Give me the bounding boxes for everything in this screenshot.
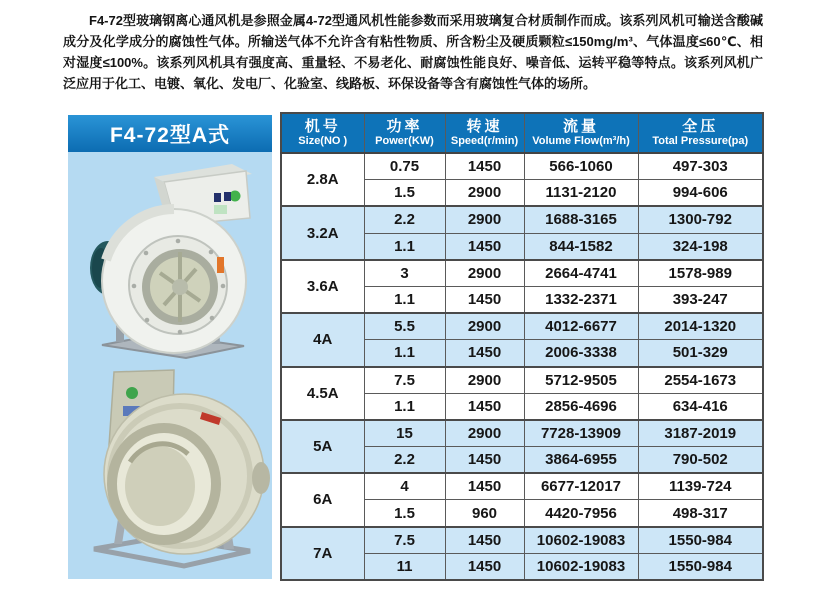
pressure-cell: 2554-1673 <box>638 367 763 394</box>
size-cell: 4A <box>281 313 364 366</box>
speed-cell: 960 <box>445 500 524 527</box>
pressure-cell: 393-247 <box>638 286 763 313</box>
col-header-power-en: Power(KW) <box>375 135 434 147</box>
flow-cell: 566-1060 <box>524 153 638 180</box>
pressure-cell: 994-606 <box>638 180 763 207</box>
speed-cell: 2900 <box>445 206 524 233</box>
power-cell: 1.1 <box>364 233 445 260</box>
pressure-cell: 1550-984 <box>638 553 763 580</box>
power-cell: 1.5 <box>364 180 445 207</box>
size-group-7a <box>281 527 763 580</box>
col-header-pressure-zh: 全压 <box>682 118 719 135</box>
power-cell: 5.5 <box>364 313 445 340</box>
model-title: F4-72型A式 <box>68 115 272 152</box>
pressure-cell: 3187-2019 <box>638 420 763 447</box>
flow-cell: 1688-3165 <box>524 206 638 233</box>
col-header-size-zh: 机号 <box>304 118 341 135</box>
power-cell: 1.1 <box>364 393 445 420</box>
size-group-5a <box>281 420 763 473</box>
col-header-pressure-en: Total Pressure(pa) <box>652 135 749 147</box>
table-row <box>281 420 763 447</box>
pressure-cell: 501-329 <box>638 340 763 367</box>
flow-cell: 6677-12017 <box>524 473 638 500</box>
size-cell: 3.2A <box>281 206 364 259</box>
power-cell: 7.5 <box>364 527 445 554</box>
col-header-power <box>364 113 445 153</box>
col-header-size-en: Size(NO ) <box>298 135 348 147</box>
flow-cell: 2664-4741 <box>524 260 638 287</box>
power-cell: 2.2 <box>364 447 445 474</box>
flow-cell: 1332-2371 <box>524 286 638 313</box>
size-cell: 2.8A <box>281 153 364 206</box>
flow-cell: 3864-6955 <box>524 447 638 474</box>
size-group-3-2a <box>281 206 763 259</box>
speed-cell: 1450 <box>445 233 524 260</box>
pressure-cell: 498-317 <box>638 500 763 527</box>
model-panel <box>68 115 272 579</box>
fan-photo-top <box>68 152 272 366</box>
pressure-cell: 497-303 <box>638 153 763 180</box>
power-cell: 1.1 <box>364 340 445 367</box>
pressure-cell: 1300-792 <box>638 206 763 233</box>
table-row <box>281 367 763 394</box>
power-cell: 1.5 <box>364 500 445 527</box>
flow-cell: 4420-7956 <box>524 500 638 527</box>
table-row <box>281 206 763 233</box>
flow-cell: 1131-2120 <box>524 180 638 207</box>
table-row <box>281 473 763 500</box>
speed-cell: 1450 <box>445 527 524 554</box>
col-header-flow-en: Volume Flow(m³/h) <box>532 135 630 147</box>
flow-cell: 4012-6677 <box>524 313 638 340</box>
power-cell: 4 <box>364 473 445 500</box>
table-row <box>281 153 763 180</box>
pressure-cell: 1578-989 <box>638 260 763 287</box>
pressure-cell: 324-198 <box>638 233 763 260</box>
size-group-4a <box>281 313 763 366</box>
speed-cell: 2900 <box>445 260 524 287</box>
flow-cell: 10602-19083 <box>524 553 638 580</box>
power-cell: 0.75 <box>364 153 445 180</box>
fan-photo-bottom <box>68 366 272 579</box>
size-cell: 5A <box>281 420 364 473</box>
speed-cell: 1450 <box>445 286 524 313</box>
table-row <box>281 527 763 554</box>
flow-cell: 10602-19083 <box>524 527 638 554</box>
product-description: F4-72型玻璃钢离心通风机是参照金属4-72型通风机性能参数而采用玻璃复合材质制作而成。该系列风机可输送含酸碱成分及化学成分的腐蚀性气体。所输送气体不允许含有粘性物质、所含粉尘及硬质颗粒≤150mg/m³、气体温度≤60℃、相对湿度≤100%。该系列风机具有强度高、重量轻、不易老化、耐腐蚀性能良好、噪音低、运转平稳等特点。该系列风机广泛应用于化工、电镀、氧化、发电厂、化验室、线路板、环保设备等含有腐蚀性气体的场所。 <box>63 13 763 91</box>
size-group-4-5a <box>281 367 763 420</box>
pressure-cell: 634-416 <box>638 393 763 420</box>
power-cell: 11 <box>364 553 445 580</box>
power-cell: 15 <box>364 420 445 447</box>
flow-cell: 2006-3338 <box>524 340 638 367</box>
speed-cell: 2900 <box>445 180 524 207</box>
size-group-6a <box>281 473 763 526</box>
flow-cell: 7728-13909 <box>524 420 638 447</box>
header-row <box>281 113 763 153</box>
pressure-cell: 1550-984 <box>638 527 763 554</box>
size-cell: 7A <box>281 527 364 580</box>
speed-cell: 1450 <box>445 447 524 474</box>
power-cell: 3 <box>364 260 445 287</box>
speed-cell: 1450 <box>445 473 524 500</box>
speed-cell: 1450 <box>445 393 524 420</box>
flow-cell: 5712-9505 <box>524 367 638 394</box>
col-header-power-zh: 功率 <box>386 118 423 135</box>
pressure-cell: 2014-1320 <box>638 313 763 340</box>
col-header-pressure <box>638 113 763 153</box>
size-group-2-8a <box>281 153 763 206</box>
col-header-speed-zh: 转速 <box>466 118 503 135</box>
product-photos <box>68 152 272 579</box>
pressure-cell: 790-502 <box>638 447 763 474</box>
table-row <box>281 313 763 340</box>
speed-cell: 2900 <box>445 313 524 340</box>
power-cell: 7.5 <box>364 367 445 394</box>
col-header-flow <box>524 113 638 153</box>
speed-cell: 1450 <box>445 340 524 367</box>
speed-cell: 2900 <box>445 367 524 394</box>
col-header-size <box>281 113 364 153</box>
flow-cell: 844-1582 <box>524 233 638 260</box>
power-cell: 1.1 <box>364 286 445 313</box>
flow-cell: 2856-4696 <box>524 393 638 420</box>
size-cell: 4.5A <box>281 367 364 420</box>
table-row <box>281 260 763 287</box>
power-cell: 2.2 <box>364 206 445 233</box>
size-group-3-6a <box>281 260 763 313</box>
size-cell: 3.6A <box>281 260 364 313</box>
col-header-speed-en: Speed(r/min) <box>450 135 519 147</box>
col-header-flow-zh: 流量 <box>562 118 599 135</box>
speed-cell: 1450 <box>445 553 524 580</box>
col-header-speed <box>445 113 524 153</box>
speed-cell: 1450 <box>445 153 524 180</box>
size-cell: 6A <box>281 473 364 526</box>
speed-cell: 2900 <box>445 420 524 447</box>
pressure-cell: 1139-724 <box>638 473 763 500</box>
spec-table <box>280 112 764 581</box>
